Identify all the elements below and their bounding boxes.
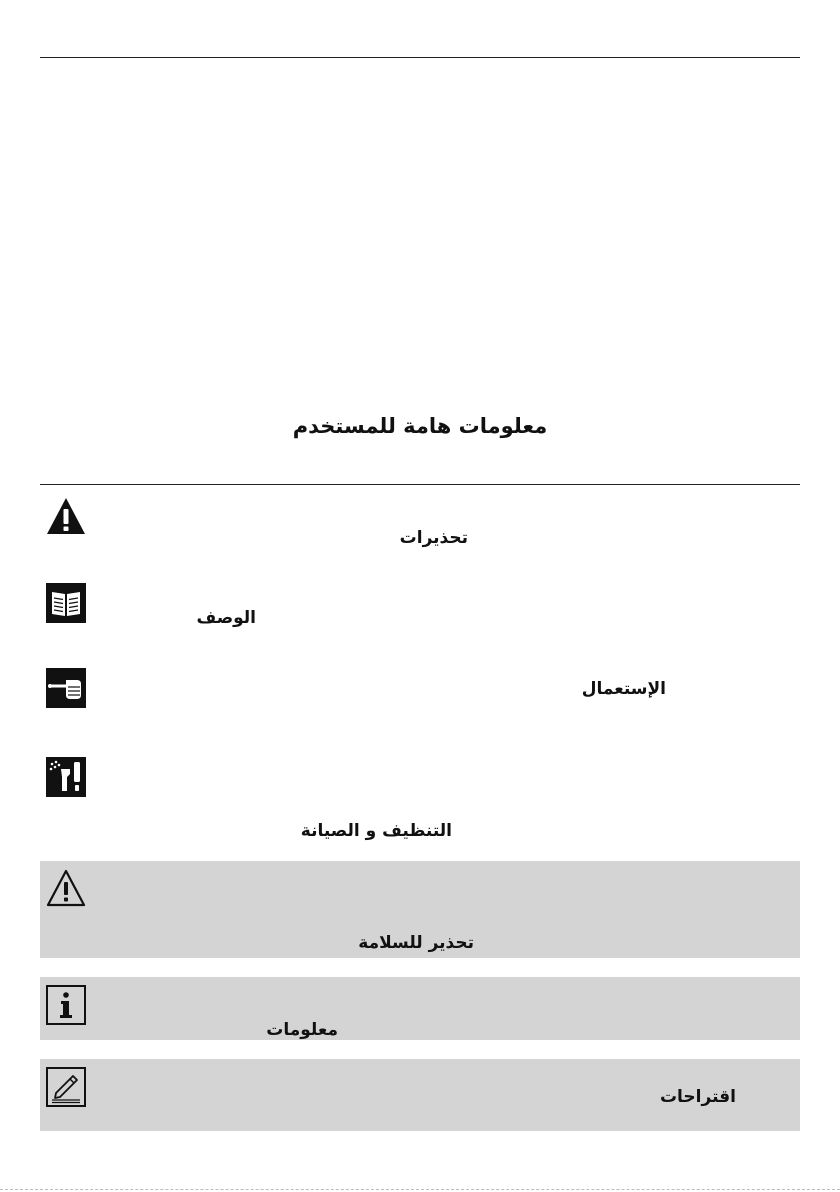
section-label-cleaning: التنظيف و الصيانة — [300, 821, 452, 841]
info-icon — [46, 985, 86, 1025]
notice-label-safety: تحذير للسلامة — [358, 933, 474, 953]
section-divider — [40, 484, 800, 485]
page-bottom-edge — [0, 1189, 840, 1190]
section-label-warnings: تحذيرات — [399, 528, 468, 548]
warning-triangle-icon — [46, 496, 86, 536]
section-label-use: الإستعمال — [581, 679, 666, 699]
pencil-note-icon — [46, 1067, 86, 1107]
book-icon — [46, 583, 86, 623]
notice-label-suggestions: اقتراحات — [659, 1087, 736, 1107]
top-divider — [40, 57, 800, 58]
page-title: معلومات هامة للمستخدم — [292, 414, 548, 438]
hand-pointing-icon — [46, 668, 86, 708]
warning-triangle-outline-icon — [46, 868, 86, 908]
spray-tool-icon — [46, 757, 86, 797]
section-label-description: الوصف — [196, 608, 256, 628]
information-notice-box — [40, 977, 800, 1040]
notice-label-information: معلومات — [266, 1020, 338, 1040]
